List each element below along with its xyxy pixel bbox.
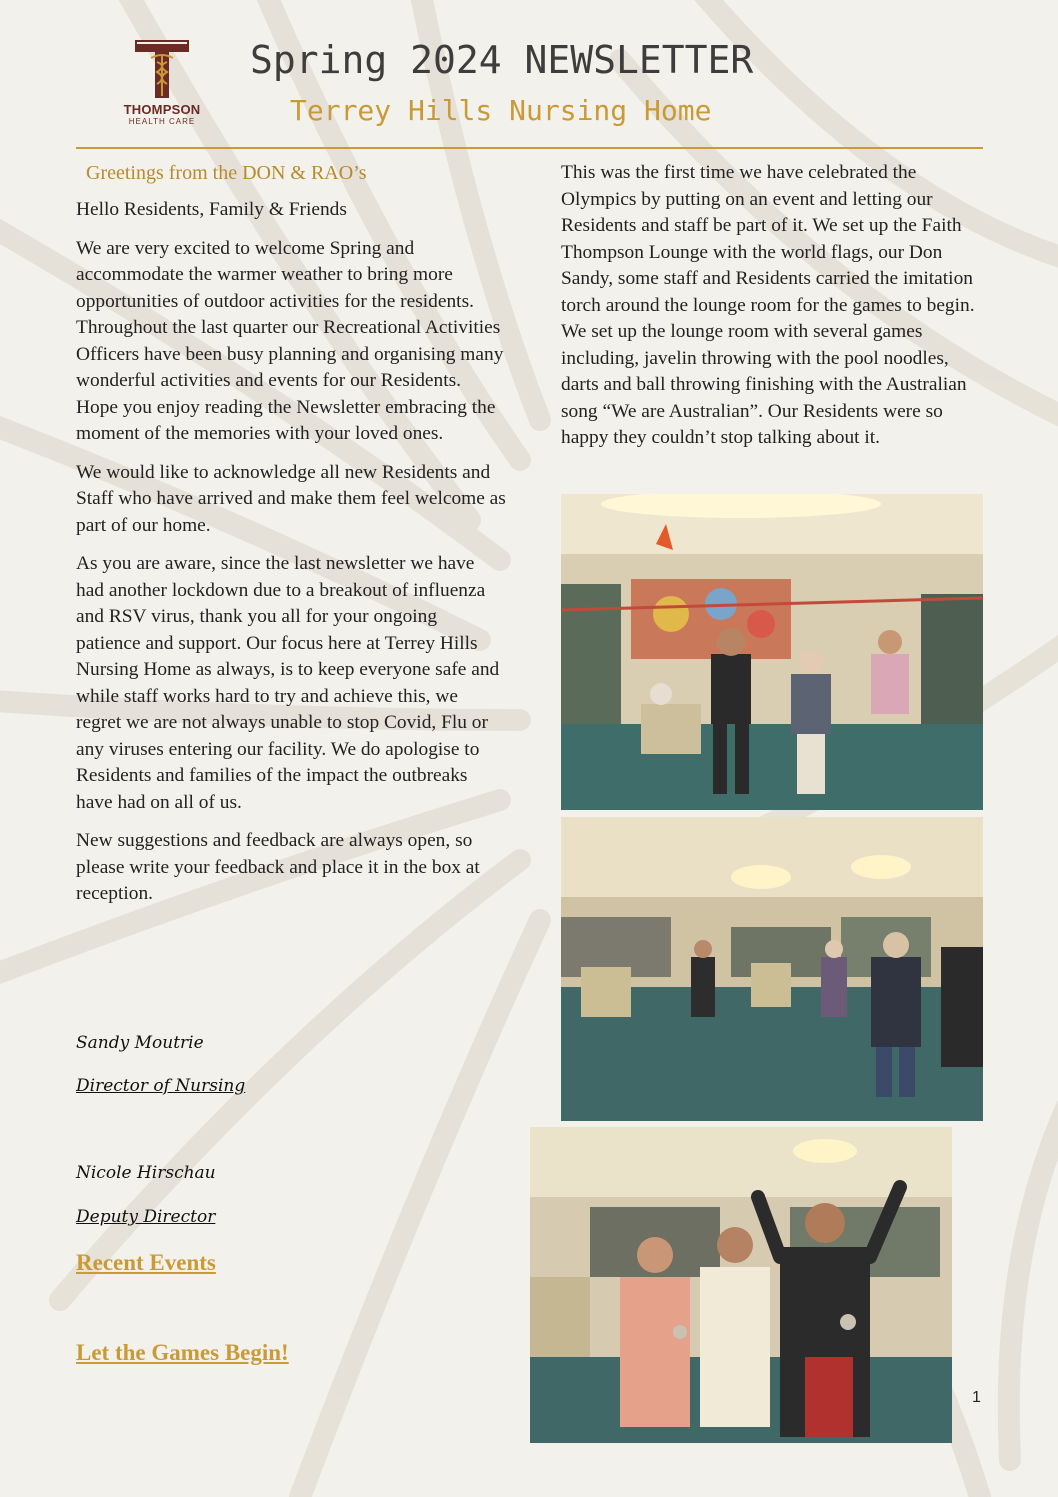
page-number: 1 (972, 1389, 981, 1406)
newsletter-subtitle: Terrey Hills Nursing Home (290, 94, 712, 127)
paragraph-welcome-spring: We are very excited to welcome Spring and accommodate the warmer weather to bring more opportunities of outdoor activities for the residents. Throughout the last quarter our Recreational Activities Officers have been busy planning and organising many wonderful activities and events for our Residents. Hope you enjoy reading the Newsletter embracing the moment of the memories with your loved ones. (76, 237, 504, 444)
thompson-logo (110, 38, 214, 134)
signature-name-1: Sandy Moutrie (76, 1033, 204, 1053)
thompson-t-caduceus-icon (133, 38, 191, 100)
signature-role-2: Deputy Director (76, 1207, 216, 1227)
header-divider (76, 147, 983, 149)
recent-events-link[interactable]: Recent Events (76, 1250, 216, 1275)
photo-lounge-games (561, 817, 983, 1121)
paragraph-olympics: This was the first time we have celebrated the Olympics by putting on an event and letting our Residents and staff be part of it. We set up the Faith Thompson Lounge with the world flags, our Don Sandy, some staff and Residents carried the imitation torch around the lounge room for the games to begin. We set up the lounge room with several games including, javelin throwing with the pool noodles, darts and ball throwing finishing with the Australian song “We are Australian”. Our Residents were so happy they couldn’t stop talking about it. (561, 162, 975, 448)
logo-sub-text: HEALTH CARE (128, 117, 196, 126)
signature-role-1: Director of Nursing (76, 1076, 246, 1096)
newsletter-title: Spring 2024 NEWSLETTER (250, 38, 754, 82)
photo-medal-winners (530, 1127, 952, 1443)
paragraph-new-residents: We would like to acknowledge all new Residents and Staff who have arrived and make them feel welcome as part of our home. (76, 461, 506, 536)
photo-torch-parade (561, 494, 983, 810)
greeting-heading: Greetings from the DON & RAO’s (86, 162, 367, 184)
games-begin-link[interactable]: Let the Games Begin! (76, 1340, 289, 1365)
paragraph-lockdown: As you are aware, since the last newsletter we have had another lockdown due to a breakout of influenza and RSV virus, thank you all for your ongoing patience and support. Our focus here at Terrey Hills Nursing Home as always, is to keep everyone safe and while staff works hard to try and achieve this, we regret we are not always unable to stop Covid, Flu or any viruses entering our facility. We do apologise to Residents and families of the impact the outbreaks have had on all of us. (76, 553, 500, 813)
paragraph-feedback: New suggestions and feedback are always open, so please write your feedback and place it in the box at reception. (76, 830, 480, 904)
right-column (561, 160, 986, 464)
logo-brand-text: THOMPSON (123, 102, 201, 117)
salutation: Hello Residents, Family & Friends (76, 199, 347, 220)
left-column (76, 160, 506, 920)
signature-name-2: Nicole Hirschau (76, 1163, 216, 1183)
